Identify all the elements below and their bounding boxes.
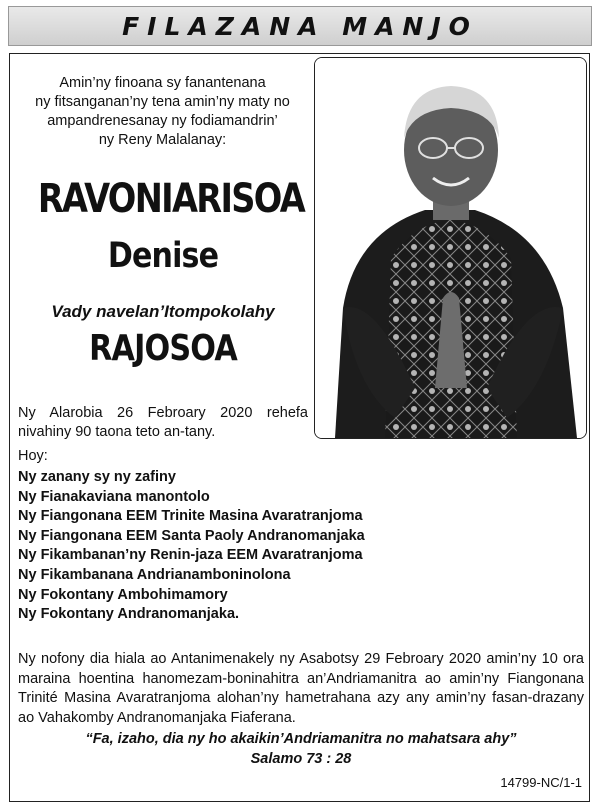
page-header bbox=[8, 6, 592, 46]
list-item: Ny Fokontany Andranomanjaka. bbox=[18, 606, 240, 623]
deceased-surname: RAVONIARISOA bbox=[37, 176, 305, 222]
header-title: FILAZANA MANJO bbox=[122, 11, 478, 41]
date-of-death: Ny Alarobia 26 Febroary 2020 rehefa nivahiny 90 taona teto an-tany. bbox=[18, 405, 308, 440]
mourners-list bbox=[18, 468, 365, 625]
intro-line: ampandrenesanay ny fodiamandrin’ bbox=[47, 113, 278, 129]
notice-reference: 14799-NC/1-1 bbox=[500, 775, 582, 790]
funeral-details: Ny nofony dia hiala ao Antanimenakely ny Asabotsy 29 Febroary 2020 amin’ny 10 ora maraina hoentina hanomezam-boninahitra an’Andriamanitra ao amin’ny Fiangonana Trinité Masina Avaratranjoma alohan’ny hametrahana azy any amin’ny fasan-drazany ao Vahakomby Andranomanjaka Fiaferana. bbox=[18, 651, 584, 726]
intro-line: Amin’ny finoana sy fanantenana bbox=[59, 75, 266, 91]
list-item: Ny Fokontany Ambohimamory bbox=[18, 586, 228, 603]
intro-line: ny fitsanganan’ny tena amin’ny maty no bbox=[35, 94, 290, 110]
list-item: Ny Fikambanan’ny Renin-jaza EEM Avaratranjoma bbox=[18, 547, 363, 564]
list-item: Ny Fiangonana EEM Santa Paoly Andranomanjaka bbox=[18, 527, 365, 544]
list-item: Ny Fikambanana Andrianamboninolona bbox=[18, 566, 291, 583]
portrait-illustration bbox=[315, 58, 586, 438]
bible-quote: “Fa, izaho, dia ny ho akaikin’Andriamanitra no mahatsara ahy” bbox=[85, 731, 517, 747]
deceased-first-name: Denise bbox=[107, 236, 219, 276]
spouse-name: RAJOSOA bbox=[89, 328, 237, 369]
intro-line: ny Reny Malalanay: bbox=[98, 132, 227, 148]
portrait-photo bbox=[314, 57, 587, 439]
list-item: Ny zanany sy ny zafiny bbox=[18, 469, 176, 485]
hoy-label: Hoy: bbox=[18, 448, 48, 464]
list-item: Ny Fiangonana EEM Trinite Masina Avaratranjoma bbox=[18, 508, 363, 525]
spouse-title: Vady navelan’Itompokolahy bbox=[51, 302, 275, 321]
bible-verse-reference: Salamo 73 : 28 bbox=[250, 751, 352, 767]
list-item: Ny Fianakaviana manontolo bbox=[18, 488, 210, 505]
intro-text bbox=[20, 74, 305, 150]
